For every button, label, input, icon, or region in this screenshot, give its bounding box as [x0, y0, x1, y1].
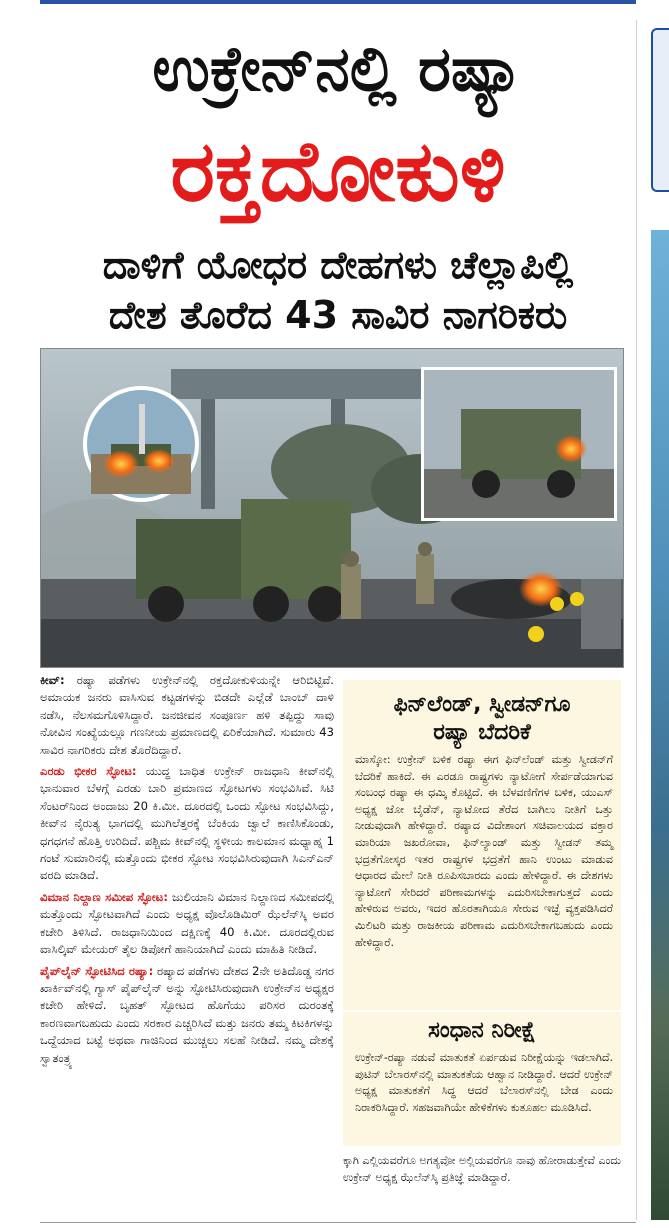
- dateline: ಕೀವ್:: [40, 673, 65, 687]
- article-paragraph: [40, 672, 334, 759]
- sidebox-text-2: ಉಕ್ರೇನ್-ರಷ್ಯಾ ನಡುವೆ ಮಾತುಕತೆ ಏರ್ಪಡುವ ನಿರೀಕ್ಷೆಯನ್ನು ಇಡಲಾಗಿದೆ. ಪುಟಿನ್ ಬೆಲಾರಸ್‌ನಲ್ಲಿ ಮಾತುಕತೆಯ ಆಹ್ವಾನ ನೀಡಿದ್ದಾರೆ. ಆದರೆ ಉಕ್ರೇನ್ ಅಧ್ಯಕ್ಷ ಮಾತುಕತೆಗೆ ಸಿದ್ಧ ಆದರೆ ಬೆಲಾರಸ್‌ನಲ್ಲಿ ಬೇಡ ಎಂದು ನಿರಾಕರಿಸಿದ್ದಾರೆ. ಸಹಜವಾಗಿಯೇ ಹೇಳಿಕೆಗಳು ಕುತೂಹಲ ಮೂಡಿಸಿದೆ.: [355, 1051, 613, 1114]
- sidebox-title-1b: ರಷ್ಯಾ ಬೆದರಿಕೆ: [433, 720, 531, 745]
- article-text: ಯುದ್ಧ ಬಾಧಿತ ಉಕ್ರೇನ್ ರಾಜಧಾನಿ ಕೀವ್‌ನಲ್ಲಿ ಭಾನುವಾರ ಬೆಳಗ್ಗೆ ಎರಡು ಬಾರಿ ಪ್ರಮಾಣದ ಸ್ಫೋಟಗಳು ಸಂಭವಿಸಿವೆ. ಸಿಟಿ ಸೆಂಟರ್‌ನಿಂದ ಅಂದಾಜು 20 ಕಿ.ಮೀ. ದೂರದಲ್ಲಿ ಒಂದು ಸ್ಫೋಟ ಸಂಭವಿಸಿದ್ದು, ಕೀವ್‌ನ ನೈರುತ್ಯ ಭಾಗದಲ್ಲಿ ಮುಗಿಲೆತ್ತರಕ್ಕೆ ಬೆಂಕಿಯ ಜ್ವಾಲೆ ಕಾಣಿಸಿಕೊಂಡು, ಧಗಧಗನೆ ಹೊತ್ತಿ ಉರಿದಿದೆ. ಪಶ್ಚಿಮ ಕೀವ್‌ನಲ್ಲಿ ಸ್ಥಳೀಯ ಕಾಲಮಾನ ಮಧ್ಯಾಹ್ನ 1 ಗಂಟೆ ಸುಮಾರಿನಲ್ಲಿ ಮತ್ತೊಂದು ಭೀಕರ ಸ್ಫೋಟ ಸಂಭವಿಸಿರುವುದಾಗಿ ಸಿಎನ್‌ಎನ್ ವರದಿ ಮಾಡಿದೆ.: [40, 764, 334, 883]
- main-news-photo: [40, 348, 624, 668]
- subheadline-2: ದೇಶ ತೊರೆದ 43 ಸಾವಿರ ನಾಗರಿಕರು: [108, 293, 568, 337]
- sidebox-title-1a: ಫಿನ್‌ಲೆಂಡ್, ಸ್ವೀಡನ್‌ಗೂ: [393, 692, 571, 717]
- top-rule: [40, 0, 636, 4]
- subheadline-1: ದಾಳಿಗೆ ಯೋಧರ ದೇಹಗಳು ಚೆಲ್ಲಾಪಿಲ್ಲಿ: [102, 243, 574, 287]
- adjacent-page-strip: [645, 0, 669, 1228]
- article-paragraph: [40, 763, 334, 885]
- article-paragraph: [40, 963, 334, 1067]
- kicker-two-blasts: ಎರಡು ಭೀಕರ ಸ್ಫೋಟ:: [40, 764, 137, 779]
- sidebox-separator: [343, 1010, 621, 1012]
- sidebar-box: [343, 680, 621, 1146]
- headline-line2: ರಕ್ತದೋಕುಳಿ: [170, 122, 506, 220]
- main-article: [40, 672, 334, 1071]
- column-divider: [636, 20, 637, 1220]
- bottom-rule: [40, 1222, 636, 1223]
- sidebox-title-2: ಸಂಧಾನ ನಿರೀಕ್ಷೆ: [428, 1018, 536, 1043]
- article-continuation: ಕ್ಕಾಗಿ ಎಲ್ಲಿಯವರೆಗೂ ಅಗತ್ಯವೋ ಅಲ್ಲಿಯವರೆಗೂ ನಾವು ಹೋರಾಡುತ್ತೇವೆ ಎಂದು ಉಕ್ರೇನ್ ಅಧ್ಯಕ್ಷ ಝೆಲೆನ್‌ಸ್ಕಿ ಪ್ರತಿಜ್ಞೆ ಮಾಡಿದ್ದಾರೆ.: [343, 1154, 621, 1184]
- article-text: ಜುಲಿಯಾನಿ ವಿಮಾನ ನಿಲ್ದಾಣದ ಸಮೀಪದಲ್ಲಿ ಮತ್ತೊಂದು ಸ್ಫೋಟವಾಗಿದೆ ಎಂದು ಅಧ್ಯಕ್ಷ ವೊಲೊಡಿಮಿರ್ ಝೆಲೆನ್‌ಸ್ಕಿ ಅವರ ಕಚೇರಿ ತಿಳಿಸಿದೆ. ರಾಜಧಾನಿಯಿಂದ ದಕ್ಷಿಣಕ್ಕೆ 40 ಕಿ.ಮೀ. ದೂರದಲ್ಲಿರುವ ವಾಸಿಲ್ಕಿವ್ ಮೇಯರ್ ತೈಲ ಡಿಪೋಗೆ ಹಾನಿಯಾಗಿದೆ ಎಂದು ಮಾಹಿತಿ ನೀಡಿದೆ.: [40, 889, 335, 957]
- adjacent-photo: [651, 230, 669, 1220]
- sidebox-text-1: ಮಾಸ್ಕೋ: ಉಕ್ರೇನ್ ಬಳಿಕ ರಷ್ಯಾ ಈಗ ಫಿನ್‌ಲೆಂಡ್ ಮತ್ತು ಸ್ವೀಡನ್‌ಗೆ ಬೆದರಿಕೆ ಹಾಕಿದೆ. ಈ ಎರಡೂ ರಾಷ್ಟ್ರಗಳು ನ್ಯಾಟೋಗೆ ಸೇರ್ಪಡೆಯಾಗುವ ಸಂಬಂಧ ರಷ್ಯಾ ಈ ಧಮ್ಕಿ ಕೊಟ್ಟಿದೆ. ಈ ಬೆಳವಣಿಗೆಗಳ ಬಳಿಕ, ಯುಎಸ್ ಅಧ್ಯಕ್ಷ ಜೋ ಬೈಡೆನ್, ನ್ಯಾಟೋದ ತೆರೆದ ಬಾಗಿಲು ನೀತಿಗೆ ಒತ್ತು ನೀಡುವುದಾಗಿ ಹೇಳಿದ್ದಾರೆ. ರಷ್ಯಾದ ವಿದೇಶಾಂಗ ಸಚಿವಾಲಯದ ವಕ್ತಾರ ಮಾರಿಯಾ ಜಖರೋವಾ, ಫಿನ್‌ಲ್ಯಾಂಡ್ ಮತ್ತು ಸ್ವೀಡನ್ ತಮ್ಮ ಭದ್ರತೆಗೋಸ್ಕರ ಇತರ ರಾಷ್ಟ್ರಗಳ ಭದ್ರತೆಗೆ ಹಾನಿ ಉಂಟು ಮಾಡುವ ಆಧಾರದ ಮೇಲೆ ನೀತಿ ರೂಪಿಸಬಾರದು ಎಂದು ಹೇಳಿದ್ದಾರೆ. ಈ ದೇಶಗಳು ನ್ಯಾಟೋಗೆ ಸೇರಿದರೆ ಪರಿಣಾಮಗಳನ್ನು ಎದುರಿಸಬೇಕಾಗುತ್ತದೆ ಎಂದು ಹೇಳಿರುವ ಅವರು, ಇದರ ಹೊರತಾಗಿಯೂ ಸೇರುವ ಇಚ್ಛೆ ವ್ಯಕ್ತಪಡಿಸಿದರೆ ಮಿಲಿಟರಿ ಮತ್ತು ರಾಜಕೀಯ ಪರಿಣಾಮ ಎದುರಿಸಬೇಕಾಗಬಹುದು ಎಂದು ಹೇಳಿದ್ದಾರೆ.: [355, 753, 613, 949]
- kicker-pipeline: ಪೈಪ್‌ಲೈನ್ ಸ್ಫೋಟಿಸಿದ ರಷ್ಯಾ:: [40, 963, 154, 978]
- adjacent-ad-frame: [651, 28, 669, 192]
- article-paragraph: [40, 889, 334, 959]
- headline-line1: ಉಕ್ರೇನ್‌ನಲ್ಲಿ ರಷ್ಯಾ: [152, 32, 524, 105]
- article-text: ರಷ್ಯಾ ಪಡೆಗಳು ಉಕ್ರೇನ್‌ನಲ್ಲಿ ರಕ್ತದೋಕುಳಿಯನ್ನೇ ಆರಿಬಿಟ್ಟಿವೆ. ಅಮಾಯಕ ಜನರು ವಾಸಿಸುವ ಕಟ್ಟಡಗಳನ್ನು ಬಿಡದೇ ಎಲ್ಲೆಡೆ ಬಾಂಬ್ ದಾಳಿ ನಡೆಸಿ, ನೆಲಸಮಗೊಳಿಸಿದ್ದಾರೆ. ಜನಜೀವನ ಸಂಪೂರ್ಣ ಹಳಿ ತಪ್ಪಿದ್ದು ಸಾವು ನೋವಿನ ಸಂಖ್ಯೆಯಲ್ಲೂ ಗಣನೀಯ ಪ್ರಮಾಣದಲ್ಲಿ ಏರಿಕೆಯಾಗಿದೆ. ಸುಮಾರು 43 ಸಾವಿರ ನಾಗರಿಕರು ದೇಶ ತೊರೆದಿದ್ದಾರೆ.: [40, 673, 334, 757]
- kicker-airport-blast: ವಿಮಾನ ನಿಲ್ದಾಣ ಸಮೀಪ ಸ್ಫೋಟ:: [40, 889, 168, 904]
- article-text: ರಷ್ಯಾದ ಪಡೆಗಳು ದೇಶದ 2ನೇ ಅತಿದೊಡ್ಡ ನಗರ ಖಾರ್ಕಿವ್‌ನಲ್ಲಿ ಗ್ಯಾಸ್ ಪೈಪ್‌ಲೈನ್ ಅನ್ನು ಸ್ಫೋಟಿಸಿರುವುದಾಗಿ ಉಕ್ರೇನ್‌ನ ಅಧ್ಯಕ್ಷರ ಕಚೇರಿ ಹೇಳಿದೆ. ಬೃಹತ್ ಸ್ಫೋಟದ ಹೊಗೆಯು ಪರಿಸರ ದುರಂತಕ್ಕೆ ಕಾರಣವಾಗಬಹುದು ಎಂದು ಸರಕಾರ ಎಚ್ಚರಿಸಿದೆ ಮತ್ತು ಜನರು ತಮ್ಮ ಕಿಟಕಿಗಳನ್ನು ಒದ್ದೆಯಾದ ಬಟ್ಟೆ ಅಥವಾ ಗಾಜಿನಿಂದ ಮುಚ್ಚಲು ಸಲಹೆ ನೀಡಿದೆ. ನಮ್ಮ ದೇಶಕ್ಕೆ ಸ್ವಾತಂತ್ರ್ಯ: [40, 963, 335, 1065]
